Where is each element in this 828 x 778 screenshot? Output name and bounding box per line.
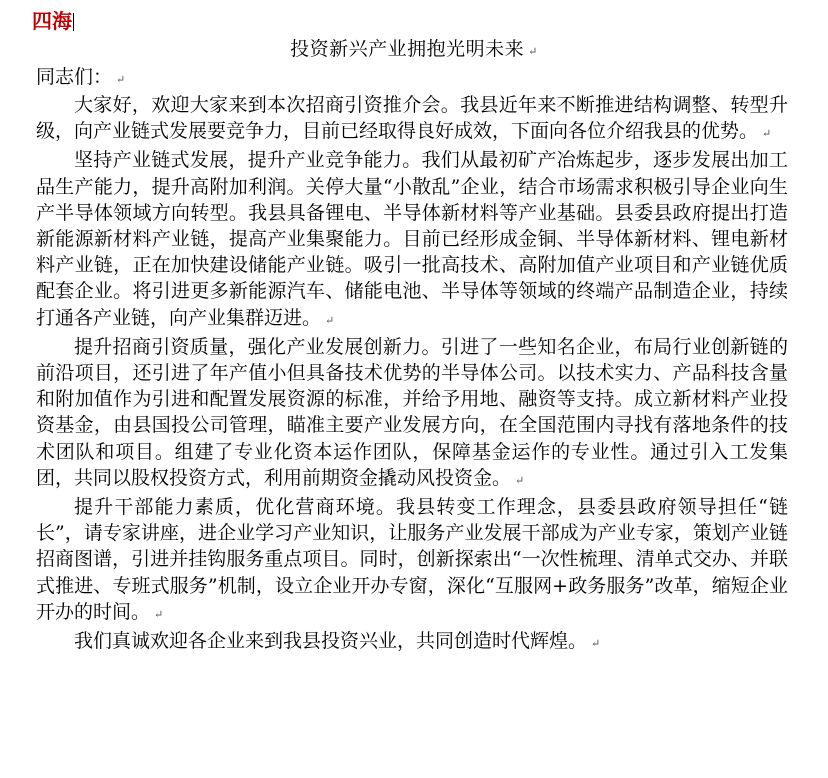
paragraph-text: 大家好，欢迎大家来到本次招商引资推介会。我县近年来不断推进结构调整、转型升级，向产业链式发展要竞争力，目前已经取得良好成效，下面向各位介绍我县的优势。 xyxy=(36,94,788,143)
paragraph xyxy=(36,494,788,628)
paragraph-mark-icon: ↵ xyxy=(762,127,772,141)
paragraph-mark-icon: ↵ xyxy=(154,607,164,621)
document-title xyxy=(0,36,828,65)
paragraph-text: 提升招商引资质量，强化产业发展创新力。引进了一些知名企业，布局行业创新链的前沿项目，还引进了年产值小但具备技术优势的半导体公司。以技术实力、产品科技含量和附加值作为引进和配置发展资源的标准，并给予用地、融资等支持。成立新材料产业投资基金，由县国投公司管理，瞄准主要产业发展方向，在全国范围内寻找有落地条件的技术团队和项目。组建了专业化资本运作团队，保障基金运作的专业性。通过引入工发集团，共同以股权投资方式，利用前期资金撬动风投资金。 xyxy=(36,335,788,489)
paragraph-mark-icon: ↵ xyxy=(528,45,538,58)
paragraph xyxy=(36,92,788,147)
paragraph-mark-icon: ↵ xyxy=(325,313,335,327)
paragraph xyxy=(36,147,788,333)
paragraph-mark-icon: ↵ xyxy=(116,73,126,86)
text-cursor xyxy=(73,13,74,31)
salutation-text: 同志们： xyxy=(36,66,113,88)
paragraph-text: 我们真诚欢迎各企业来到我县投资兴业，共同创造时代辉煌。 xyxy=(74,630,588,653)
paragraph-mark-icon: ↵ xyxy=(515,473,525,487)
document-tag-text: 四海 xyxy=(32,9,72,33)
salutation xyxy=(36,64,125,93)
paragraph-text: 坚持产业链式发展，提升产业竞争能力。我们从最初矿产冶炼起步，逐步发展出加工品生产能力，提升高附加利润。关停大量“小散乱”企业，结合市场需求积极引导企业向生产半导体领域方向转型。我县具备锂电、半导体新材料等产业基础。县委县政府提出打造新能源新材料产业链，提高产业集聚能力。目前已经形成金铜、半导体新材料、锂电新材料产业链，正在加快建设储能产业链。吸引一批高技术、高附加值产业项目和产业链优质配套企业。将引进更多新能源汽车、储能电池、半导体等领域的终端产品制造企业，持续打通各产业链，向产业集群迈进。 xyxy=(36,149,788,329)
paragraph-text: 提升干部能力素质，优化营商环境。我县转变工作理念，县委县政府领导担任“链长”，请专家讲座，进企业学习产业知识，让服务产业发展干部成为产业专家，策划产业链招商图谱，引进并挂钩服务重点项目。同时，创新探索出“一次性梳理、清单式交办、并联式推进、专班式服务”机制，设立企业开办专窗，深化“互服网+政务服务”改革，缩短企业开办的时间。 xyxy=(36,496,788,623)
paragraph xyxy=(36,628,788,657)
document-body xyxy=(36,92,788,657)
document-title-text: 投资新兴产业拥抱光明未来 xyxy=(290,38,525,60)
document-tag xyxy=(32,8,74,34)
paragraph xyxy=(36,334,788,494)
paragraph-mark-icon: ↵ xyxy=(591,637,601,651)
